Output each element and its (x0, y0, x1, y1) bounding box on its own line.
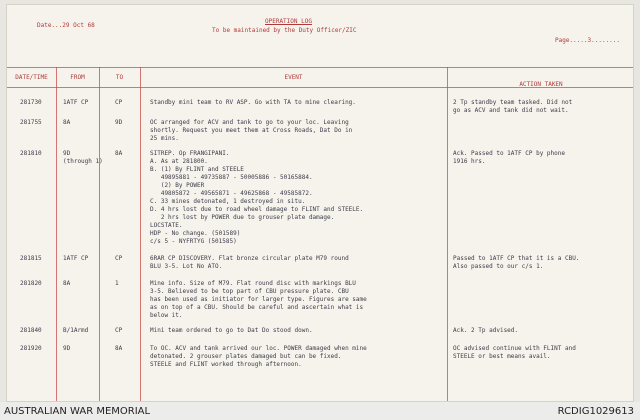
cell-to: 1 (115, 280, 119, 287)
archive-footer (0, 402, 640, 420)
footer-record-id: RCDIG1029613 (557, 406, 634, 417)
date-label: Date...29 Oct 68 (37, 22, 95, 29)
column-divider (99, 67, 100, 401)
cell-from: B/1Armd (63, 327, 89, 334)
column-divider (56, 67, 57, 401)
cell-event: Mine info. Size of M79. Flat round disc with markings BLU 3-5. Believed to be top part of CBU pressure plate. CBU has been used as initiator for larger type. Figures are same as on top of a CBU. Should be careful and ascertain what is below it. (150, 280, 367, 319)
cell-action: Ack. Passed to 1ATF CP by phone 1916 hrs. (453, 150, 565, 165)
cell-from: 9D (63, 345, 71, 352)
cell-event: Mini team ordered to go to Dat Do stood down. (150, 327, 313, 334)
operation-log-sheet (6, 4, 634, 402)
column-header-date-time: DATE/TIME (15, 74, 48, 81)
cell-event: SITREP. Op FRANGIPANI. A. As at 281800. B. (1) By FLINT and STEELE 49895881 - 49735887 - 50005886 - 50165884. (2) By POWER 49805872 - 49565871 - 49625868 - 49585872. C. 33 mines detonated, 1 destroyed in situ. D. 4 hrs lost due to road wheel damage to FLINT and STEELE. 2 hrs lost by POWER due to grouser plate damage. LOCSTATE. HDP - No change. (501589) c/s 5 - NYFRTYG (501585) (150, 150, 364, 245)
page-label: Page.....3........ (555, 37, 621, 44)
cell-to: 8A (115, 345, 123, 352)
cell-time: 281840 (20, 327, 42, 334)
cell-from: 1ATF CP (63, 255, 89, 262)
cell-from: 9D (through 1) (63, 150, 103, 165)
cell-event: 6RAR CP DISCOVERY. Flat bronze circular plate M79 round BLU 3-5. Lot No ATO. (150, 255, 349, 270)
column-header-from: FROM (70, 74, 85, 81)
cell-event: OC arranged for ACV and tank to go to your loc. Leaving shortly. Request you meet them at Cross Roads, Dat Do in 25 mins. (150, 119, 353, 142)
cell-event: To OC. ACV and tank arrived our loc. POWER damaged when mine detonated. 2 grouser plates damaged but can be fixed. STEELE and FLINT worked through afternoon. (150, 345, 367, 368)
column-divider (447, 67, 448, 401)
cell-action: 2 Tp standby team tasked. Did not go as ACV and tank did not wait. (453, 99, 573, 114)
cell-action: Ack. 2 Tp advised. (453, 327, 519, 334)
cell-time: 281820 (20, 280, 42, 287)
cell-to: CP (115, 99, 123, 106)
cell-to: 9D (115, 119, 123, 126)
column-header-to: TO (115, 74, 124, 81)
cell-from: 1ATF CP (63, 99, 89, 106)
cell-action: OC advised continue with FLINT and STEELE or best means avail. (453, 345, 576, 360)
cell-from: 8A (63, 280, 71, 287)
header-top-rule (7, 67, 633, 68)
cell-event: Standby mini team to RV ASP. Go with TA to mine clearing. (150, 99, 356, 106)
log-title: OPERATION LOG (265, 18, 312, 25)
cell-time: 281920 (20, 345, 42, 352)
log-subtitle: To be maintained by the Duty Officer/ZIC (212, 27, 357, 34)
cell-time: 281815 (20, 255, 42, 262)
cell-to: 8A (115, 150, 123, 157)
cell-to: CP (115, 255, 123, 262)
cell-from: 8A (63, 119, 71, 126)
cell-time: 281730 (20, 99, 42, 106)
column-header-event: EVENT (284, 74, 303, 81)
cell-time: 281810 (20, 150, 42, 157)
cell-action: Passed to 1ATF CP that it is a CBU. Also passed to our c/s 1. (453, 255, 580, 270)
footer-institution: AUSTRALIAN WAR MEMORIAL (4, 406, 151, 417)
cell-time: 281755 (20, 119, 42, 126)
column-divider (140, 67, 141, 401)
cell-to: CP (115, 327, 123, 334)
column-header-action-taken: ACTION TAKEN (519, 81, 563, 88)
